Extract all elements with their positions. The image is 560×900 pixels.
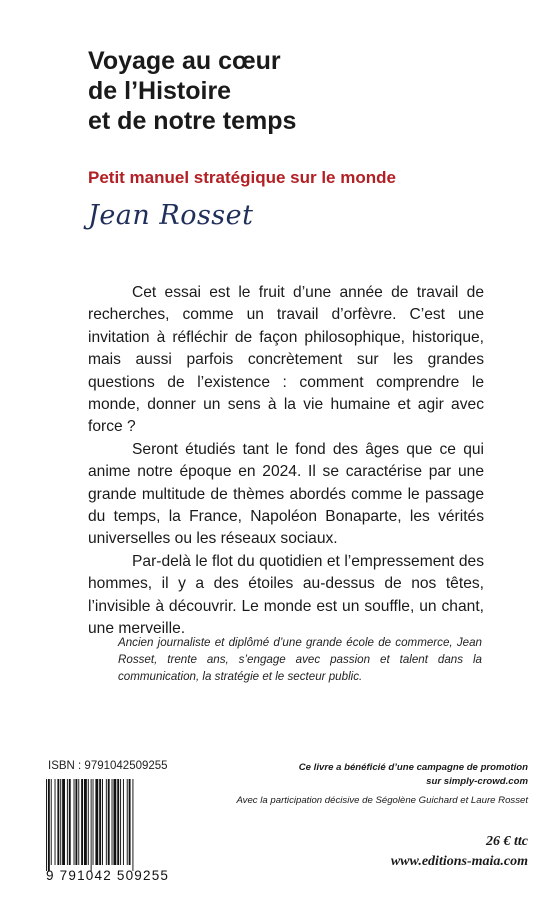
book-title-line-1: Voyage au cœur [88, 47, 281, 75]
barcode-bar [91, 779, 92, 871]
barcode-bar [123, 779, 124, 865]
participation-credit: Avec la participation décisive de Ségolène Guichard et Laure Rosset [236, 795, 528, 806]
barcode-digits: 9 791042 509255 [46, 868, 170, 883]
promotion-note [268, 761, 528, 789]
book-subtitle: Petit manuel stratégique sur le monde [88, 168, 396, 187]
barcode-bar [88, 779, 89, 865]
promotion-note-line-2: sur simply-crowd.com [426, 776, 528, 787]
blurb-paragraph-2: Seront étudiés tant le fond des âges que ce qui anime notre époque en 2024. Il se caractérise par une grande multitude de thèmes abordés comme le passage du temps, la France, Napoléon Bonaparte, les vérités universelles ou les réseaux sociaux. [88, 440, 484, 548]
barcode-bar [48, 779, 50, 871]
barcode-bar [69, 779, 71, 865]
barcode-bar [75, 779, 77, 865]
barcode-bar [117, 779, 119, 865]
back-cover-blurb [88, 282, 484, 641]
price: 26 € ttc [486, 834, 528, 849]
barcode-bar [113, 779, 116, 865]
barcode-bar [106, 779, 107, 865]
barcode-bar [108, 779, 110, 865]
barcode-bar [84, 779, 87, 865]
barcode-bar [55, 779, 56, 865]
barcode-bar [129, 779, 131, 865]
barcode-bar [132, 779, 133, 871]
barcode-bar [62, 779, 65, 865]
author-name: Jean Rosset [88, 200, 254, 231]
book-title-line-2: de l’Histoire [88, 77, 232, 105]
barcode-bar [78, 779, 79, 865]
blurb-paragraph-3: Par-delà le flot du quotidien et l’empressement des hommes, il y a des étoiles au-dessus de nos têtes, l’invisible à découvrir. Le monde est un souffle, un chant, une merveille. [88, 552, 484, 638]
blurb-paragraph-1: Cet essai est le fruit d’une année de travail de recherches, comme un travail d’orfèvre. C’est une invitation à réfléchir de façon philosophique, historique, mais aussi parfois concrètement sur les grandes questions de l’existence : comment comprendre le monde, donner un sens à la vie humaine et agir avec force ? [88, 284, 484, 436]
barcode-bar [81, 779, 83, 865]
barcode-bar [46, 779, 47, 871]
barcode-bar [95, 779, 98, 865]
barcode-bar [74, 779, 75, 865]
book-title-line-3: et de notre temps [88, 107, 297, 135]
barcode-bar [127, 779, 128, 865]
barcode-bar [102, 779, 103, 865]
isbn-label: ISBN : 9791042509255 [48, 760, 168, 772]
promotion-note-line-1: Ce livre a bénéficié d’une campagne de promotion [298, 762, 528, 773]
barcode-bar [93, 779, 94, 865]
barcode-bar [67, 779, 68, 865]
publisher-website: www.editions-maia.com [390, 854, 528, 869]
barcode-graphic [44, 779, 164, 871]
book-title [88, 46, 488, 136]
barcode-bar [120, 779, 121, 865]
barcode-bar [112, 779, 113, 865]
barcode-bar [99, 779, 101, 865]
author-bio: Ancien journaliste et diplômé d’une grande école de commerce, Jean Rosset, trente ans, s’engage avec passion et talent dans la communication, la stratégie et le secteur public. [118, 636, 482, 683]
barcode-bar [57, 779, 59, 865]
barcode-bar [51, 779, 52, 865]
barcode-bar [60, 779, 61, 865]
